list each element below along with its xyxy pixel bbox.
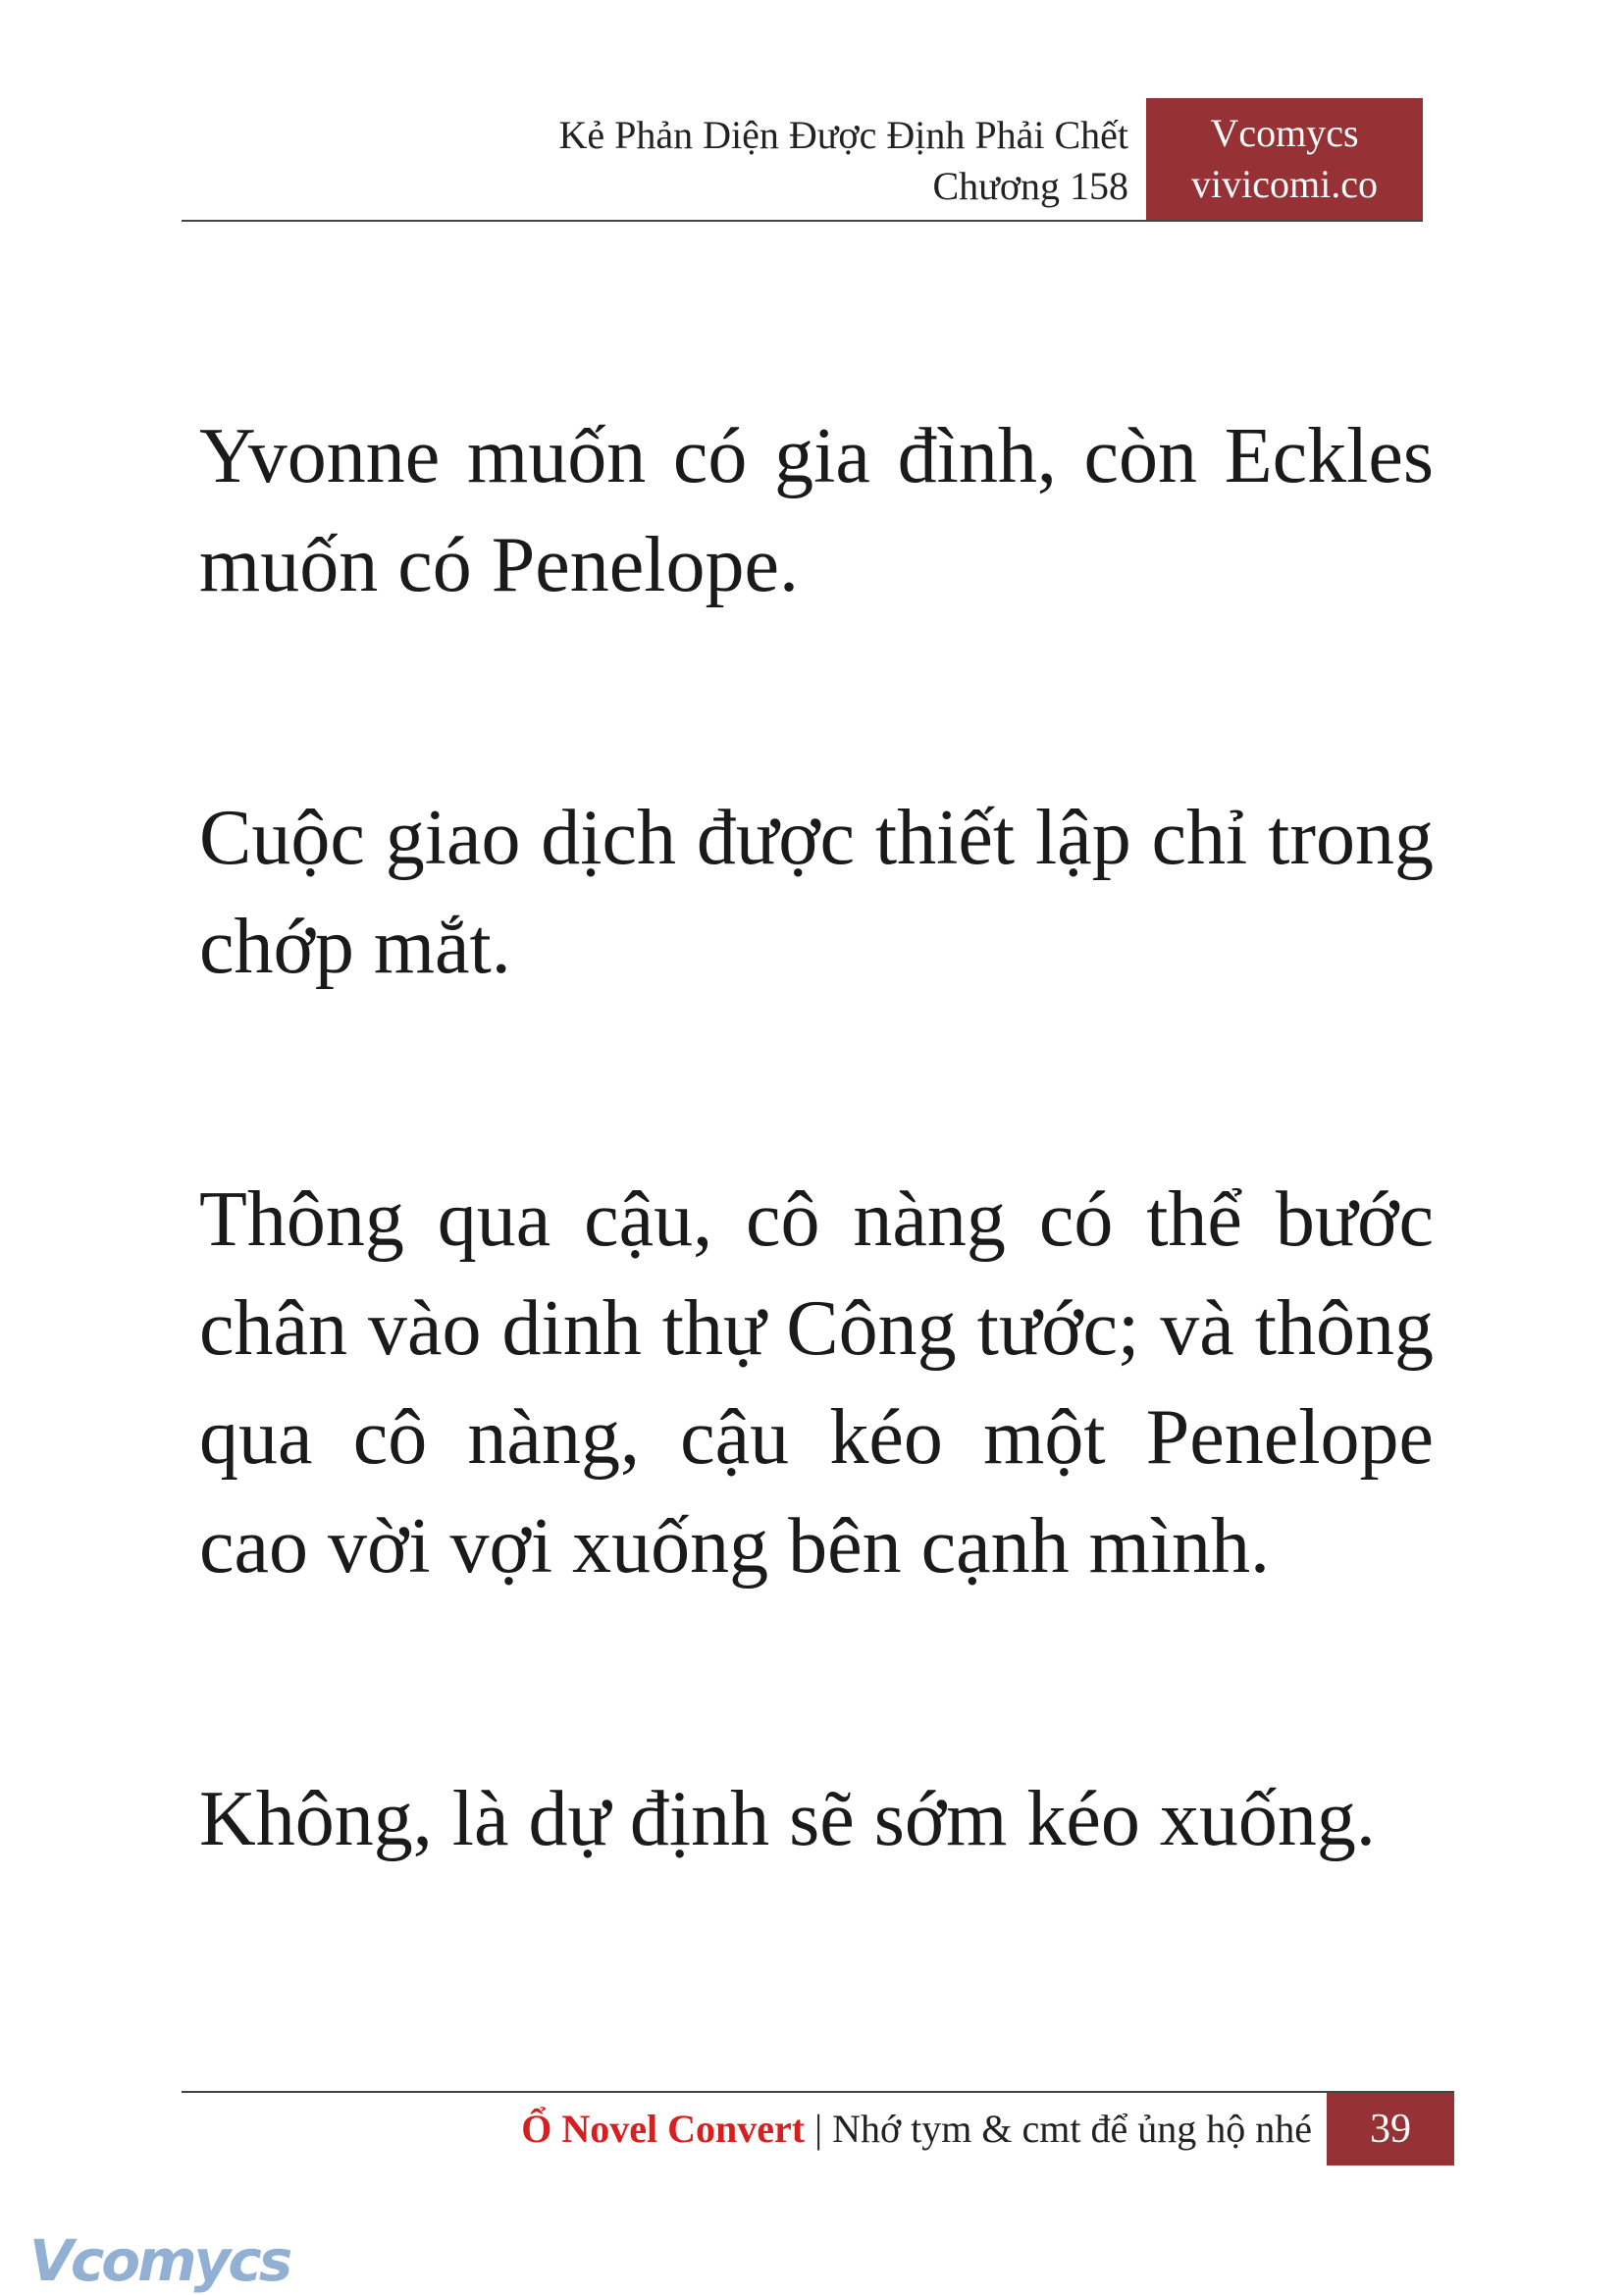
chapter-body	[199, 402, 1434, 2038]
footer-separator: |	[805, 2107, 833, 2151]
paragraph: Thông qua cậu, cô nàng có thể bước chân vào dinh thự Công tước; và thông qua cô nàng, cậu kéo một Penelope cao vời vợi xuống bên cạnh mình.	[199, 1176, 1434, 1590]
badge-site-url: vivicomi.co	[1191, 162, 1378, 206]
paragraph: Yvonne muốn có gia đình, còn Eckles muốn có Penelope.	[199, 413, 1434, 608]
footer-note: Nhớ tym & cmt để ủng hộ nhé	[832, 2107, 1312, 2151]
paragraph: Không, là dự định sẽ sớm kéo xuống.	[199, 1776, 1376, 1862]
page-footer	[182, 2091, 1454, 2165]
footer-brand: Ổ Novel Convert	[521, 2107, 806, 2151]
book-title: Kẻ Phản Diện Được Định Phải Chết	[558, 113, 1128, 157]
site-badge	[1146, 98, 1423, 220]
badge-site-name: Vcomycs	[1210, 111, 1359, 155]
watermark-logo: Vcomycs	[29, 2227, 290, 2294]
footer-text	[521, 2103, 1312, 2156]
page-number: 39	[1327, 2093, 1454, 2165]
page-header	[182, 98, 1423, 222]
chapter-label: Chương 158	[932, 164, 1128, 208]
paragraph: Cuộc giao dịch được thiết lập chỉ trong chớp mắt.	[199, 795, 1434, 990]
header-text	[558, 110, 1128, 212]
